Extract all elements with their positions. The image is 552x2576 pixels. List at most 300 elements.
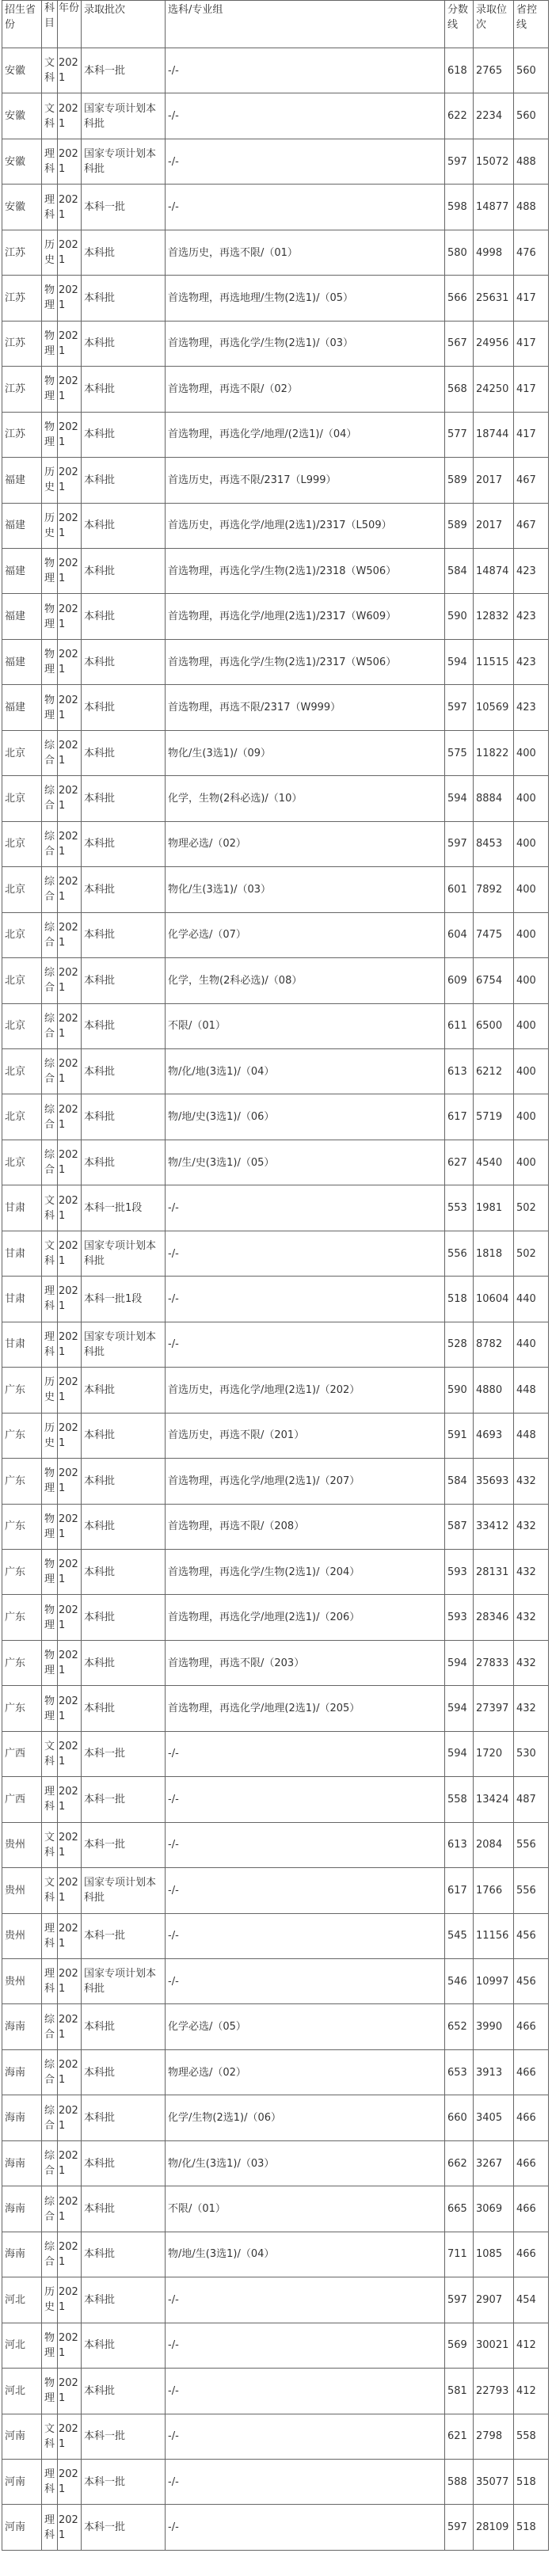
cell-control-line: 448 (514, 1413, 549, 1458)
cell-province: 福建 (2, 503, 42, 548)
cell-score: 594 (445, 639, 474, 684)
cell-control-line: 466 (514, 2095, 549, 2140)
cell-control-line: 432 (514, 1504, 549, 1549)
cell-year: 2021 (58, 1413, 82, 1458)
cell-subject: 化学/生物(2选1)/（06） (166, 2095, 445, 2140)
cell-control-line: 440 (514, 1322, 549, 1367)
table-row (2, 730, 549, 775)
cell-batch: 本科批 (82, 2095, 166, 2140)
cell-subject: -/- (166, 1959, 445, 2004)
cell-province: 北京 (2, 912, 42, 957)
cell-subject: 物化/生(3选1)/（09） (166, 730, 445, 775)
cell-rank: 24956 (474, 321, 514, 366)
cell-type: 物理 (42, 321, 58, 366)
cell-batch: 本科批 (82, 230, 166, 275)
cell-subject: 首选历史，再选不限/2317（L999） (166, 458, 445, 503)
cell-year: 2021 (58, 685, 82, 730)
cell-province: 安徽 (2, 93, 42, 139)
cell-rank: 3990 (474, 2004, 514, 2049)
cell-control-line: 466 (514, 2232, 549, 2277)
cell-batch: 本科批 (82, 1140, 166, 1185)
cell-control-line: 432 (514, 1686, 549, 1731)
cell-batch: 国家专项计划本科批 (82, 1231, 166, 1276)
table-row (2, 1777, 549, 1822)
cell-province: 甘肃 (2, 1322, 42, 1367)
cell-province: 福建 (2, 458, 42, 503)
cell-rank: 14874 (474, 548, 514, 593)
cell-subject: -/- (166, 1185, 445, 1231)
cell-province: 北京 (2, 776, 42, 821)
cell-province: 广东 (2, 1640, 42, 1685)
cell-score: 597 (445, 2505, 474, 2550)
cell-subject: 首选物理，再选化学/地理(2选1)/（205） (166, 1686, 445, 1731)
cell-subject: -/- (166, 1731, 445, 1776)
cell-control-line: 488 (514, 139, 549, 184)
cell-subject: -/- (166, 2323, 445, 2368)
cell-year: 2021 (58, 639, 82, 684)
cell-control-line: 467 (514, 503, 549, 548)
table-row (2, 639, 549, 684)
cell-batch: 本科批 (82, 458, 166, 503)
table-row (2, 2414, 549, 2459)
cell-year: 2021 (58, 1504, 82, 1549)
cell-control-line: 560 (514, 93, 549, 139)
cell-control-line: 556 (514, 1868, 549, 1913)
cell-score: 589 (445, 458, 474, 503)
cell-score: 575 (445, 730, 474, 775)
cell-rank: 8884 (474, 776, 514, 821)
table-row (2, 48, 549, 93)
cell-province: 广东 (2, 1686, 42, 1731)
cell-year: 2021 (58, 1640, 82, 1685)
cell-province: 广东 (2, 1549, 42, 1594)
cell-province: 海南 (2, 2186, 42, 2232)
cell-control-line: 423 (514, 639, 549, 684)
cell-batch: 本科批 (82, 276, 166, 321)
table-row (2, 276, 549, 321)
cell-score: 617 (445, 1094, 474, 1140)
table-row (2, 230, 549, 275)
cell-score: 528 (445, 1322, 474, 1367)
cell-year: 2021 (58, 2277, 82, 2323)
table-row (2, 458, 549, 503)
cell-batch: 本科批 (82, 2049, 166, 2095)
cell-rank: 13424 (474, 1777, 514, 1822)
cell-rank: 11822 (474, 730, 514, 775)
cell-year: 2021 (58, 1959, 82, 2004)
table-row (2, 1003, 549, 1048)
cell-batch: 本科批 (82, 503, 166, 548)
cell-type: 理科 (42, 1959, 58, 2004)
cell-score: 587 (445, 1504, 474, 1549)
cell-province: 福建 (2, 639, 42, 684)
cell-control-line: 467 (514, 458, 549, 503)
cell-type: 综合 (42, 2095, 58, 2140)
cell-rank: 35693 (474, 1459, 514, 1504)
cell-province: 江苏 (2, 276, 42, 321)
table-row (2, 139, 549, 184)
cell-score: 546 (445, 1959, 474, 2004)
cell-score: 545 (445, 1913, 474, 1958)
cell-control-line: 417 (514, 321, 549, 366)
cell-control-line: 400 (514, 776, 549, 821)
cell-province: 北京 (2, 1048, 42, 1094)
cell-subject: -/- (166, 139, 445, 184)
cell-batch: 国家专项计划本科批 (82, 1959, 166, 2004)
cell-province: 江苏 (2, 412, 42, 457)
cell-rank: 2017 (474, 458, 514, 503)
cell-type: 文科 (42, 93, 58, 139)
cell-type: 文科 (42, 1185, 58, 1231)
table-row (2, 2505, 549, 2550)
cell-year: 2021 (58, 867, 82, 912)
cell-score: 566 (445, 276, 474, 321)
cell-batch: 本科批 (82, 367, 166, 412)
cell-type: 物理 (42, 594, 58, 639)
cell-province: 北京 (2, 821, 42, 866)
cell-control-line: 518 (514, 2460, 549, 2505)
cell-province: 河南 (2, 2460, 42, 2505)
cell-year: 2021 (58, 2232, 82, 2277)
cell-control-line: 456 (514, 1959, 549, 2004)
cell-rank: 4693 (474, 1413, 514, 1458)
cell-score: 584 (445, 1459, 474, 1504)
table-row (2, 1731, 549, 1776)
cell-province: 福建 (2, 594, 42, 639)
table-header-row (2, 1, 549, 48)
cell-score: 594 (445, 1731, 474, 1776)
cell-year: 2021 (58, 230, 82, 275)
cell-batch: 本科批 (82, 2323, 166, 2368)
cell-batch: 本科批 (82, 2140, 166, 2186)
table-row (2, 2369, 549, 2414)
table-row (2, 1413, 549, 1458)
cell-batch: 本科批 (82, 2186, 166, 2232)
cell-type: 物理 (42, 639, 58, 684)
cell-province: 广西 (2, 1731, 42, 1776)
table-row (2, 2095, 549, 2140)
cell-province: 海南 (2, 2140, 42, 2186)
cell-control-line: 417 (514, 276, 549, 321)
cell-subject: 物/化/生(3选1)/（03） (166, 2140, 445, 2186)
cell-batch: 本科批 (82, 1459, 166, 1504)
cell-type: 综合 (42, 1094, 58, 1140)
cell-batch: 本科批 (82, 639, 166, 684)
cell-batch: 本科批 (82, 730, 166, 775)
cell-batch: 国家专项计划本科批 (82, 1322, 166, 1367)
cell-province: 北京 (2, 867, 42, 912)
cell-subject: 首选物理，再选不限/（203） (166, 1640, 445, 1685)
cell-subject: 物化/生(3选1)/（03） (166, 867, 445, 912)
cell-type: 文科 (42, 2414, 58, 2459)
table-row (2, 1640, 549, 1685)
cell-score: 581 (445, 2369, 474, 2414)
table-row (2, 1959, 549, 2004)
cell-type: 综合 (42, 958, 58, 1003)
cell-rank: 28346 (474, 1595, 514, 1640)
cell-batch: 本科批 (82, 2369, 166, 2414)
cell-score: 593 (445, 1549, 474, 1594)
cell-rank: 3913 (474, 2049, 514, 2095)
cell-score: 589 (445, 503, 474, 548)
cell-rank: 4998 (474, 230, 514, 275)
cell-control-line: 466 (514, 2140, 549, 2186)
cell-year: 2021 (58, 1003, 82, 1048)
cell-subject: -/- (166, 2505, 445, 2550)
cell-rank: 4880 (474, 1368, 514, 1413)
cell-control-line: 432 (514, 1595, 549, 1640)
cell-subject: -/- (166, 1322, 445, 1367)
cell-year: 2021 (58, 1231, 82, 1276)
table-row (2, 1868, 549, 1913)
cell-score: 590 (445, 1368, 474, 1413)
cell-rank: 28131 (474, 1549, 514, 1594)
header-batch: 录取批次 (82, 1, 166, 48)
cell-rank: 28109 (474, 2505, 514, 2550)
table-row (2, 1913, 549, 1958)
cell-score: 558 (445, 1777, 474, 1822)
cell-batch: 本科批 (82, 1686, 166, 1731)
table-body (2, 48, 549, 2551)
cell-type: 理科 (42, 2505, 58, 2550)
cell-control-line: 423 (514, 685, 549, 730)
cell-type: 综合 (42, 776, 58, 821)
cell-control-line: 400 (514, 958, 549, 1003)
cell-subject: 不限/（01） (166, 2186, 445, 2232)
cell-year: 2021 (58, 912, 82, 957)
cell-province: 海南 (2, 2095, 42, 2140)
cell-subject: 首选物理，再选地理/生物(2选1)/（05） (166, 276, 445, 321)
cell-batch: 本科一批1段 (82, 1185, 166, 1231)
table-row (2, 1459, 549, 1504)
cell-type: 物理 (42, 1640, 58, 1685)
cell-type: 历史 (42, 230, 58, 275)
cell-province: 河北 (2, 2369, 42, 2414)
cell-year: 2021 (58, 2323, 82, 2368)
cell-subject: -/- (166, 1231, 445, 1276)
cell-score: 594 (445, 776, 474, 821)
cell-subject: 物/生/史(3选1)/（05） (166, 1140, 445, 1185)
cell-year: 2021 (58, 276, 82, 321)
cell-control-line: 400 (514, 730, 549, 775)
cell-rank: 7475 (474, 912, 514, 957)
cell-score: 577 (445, 412, 474, 457)
cell-rank: 6212 (474, 1048, 514, 1094)
cell-type: 文科 (42, 1231, 58, 1276)
table-row (2, 1231, 549, 1276)
cell-batch: 国家专项计划本科批 (82, 93, 166, 139)
cell-control-line: 558 (514, 2414, 549, 2459)
cell-score: 613 (445, 1048, 474, 1094)
cell-type: 物理 (42, 2323, 58, 2368)
cell-control-line: 454 (514, 2277, 549, 2323)
cell-province: 海南 (2, 2004, 42, 2049)
cell-control-line: 530 (514, 1731, 549, 1776)
table-row (2, 2140, 549, 2186)
cell-control-line: 556 (514, 1822, 549, 1867)
cell-rank: 27833 (474, 1640, 514, 1685)
cell-batch: 国家专项计划本科批 (82, 139, 166, 184)
cell-batch: 本科一批 (82, 2505, 166, 2550)
cell-control-line: 412 (514, 2369, 549, 2414)
cell-batch: 本科一批 (82, 1777, 166, 1822)
cell-batch: 本科批 (82, 1368, 166, 1413)
cell-province: 贵州 (2, 1913, 42, 1958)
cell-batch: 本科一批 (82, 48, 166, 93)
cell-type: 历史 (42, 458, 58, 503)
cell-score: 660 (445, 2095, 474, 2140)
table-row (2, 867, 549, 912)
cell-year: 2021 (58, 367, 82, 412)
cell-batch: 本科一批 (82, 2414, 166, 2459)
cell-score: 665 (445, 2186, 474, 2232)
cell-control-line: 400 (514, 1140, 549, 1185)
cell-rank: 2798 (474, 2414, 514, 2459)
cell-type: 文科 (42, 1731, 58, 1776)
cell-subject: 首选物理，再选化学/生物(2选1)/（204） (166, 1549, 445, 1594)
cell-batch: 本科一批1段 (82, 1277, 166, 1322)
cell-province: 福建 (2, 548, 42, 593)
cell-province: 广西 (2, 1777, 42, 1822)
cell-type: 物理 (42, 1459, 58, 1504)
cell-rank: 35077 (474, 2460, 514, 2505)
cell-province: 广东 (2, 1368, 42, 1413)
cell-subject: 首选历史，再选化学/地理(2选1)/2317（L509） (166, 503, 445, 548)
cell-control-line: 400 (514, 821, 549, 866)
cell-province: 北京 (2, 1003, 42, 1048)
cell-control-line: 502 (514, 1231, 549, 1276)
cell-subject: -/- (166, 1913, 445, 1958)
cell-batch: 本科批 (82, 1595, 166, 1640)
cell-type: 综合 (42, 2004, 58, 2049)
cell-rank: 33412 (474, 1504, 514, 1549)
cell-province: 北京 (2, 1094, 42, 1140)
cell-province: 海南 (2, 2049, 42, 2095)
cell-control-line: 466 (514, 2186, 549, 2232)
cell-rank: 11515 (474, 639, 514, 684)
cell-score: 617 (445, 1868, 474, 1913)
cell-score: 594 (445, 1686, 474, 1731)
cell-control-line: 423 (514, 594, 549, 639)
cell-year: 2021 (58, 730, 82, 775)
cell-type: 综合 (42, 2186, 58, 2232)
cell-subject: -/- (166, 2277, 445, 2323)
cell-type: 物理 (42, 1549, 58, 1594)
cell-control-line: 502 (514, 1185, 549, 1231)
cell-subject: 首选物理，再选化学/地理(2选1)/（207） (166, 1459, 445, 1504)
cell-score: 597 (445, 685, 474, 730)
table-row (2, 503, 549, 548)
cell-score: 622 (445, 93, 474, 139)
cell-province: 河北 (2, 2323, 42, 2368)
cell-year: 2021 (58, 2186, 82, 2232)
cell-type: 文科 (42, 48, 58, 93)
cell-subject: -/- (166, 48, 445, 93)
cell-province: 江苏 (2, 321, 42, 366)
cell-batch: 本科批 (82, 548, 166, 593)
cell-year: 2021 (58, 2414, 82, 2459)
table-row (2, 912, 549, 957)
cell-rank: 1085 (474, 2232, 514, 2277)
table-row (2, 1504, 549, 1549)
cell-batch: 本科批 (82, 1504, 166, 1549)
cell-year: 2021 (58, 1913, 82, 1958)
cell-province: 北京 (2, 958, 42, 1003)
cell-year: 2021 (58, 1094, 82, 1140)
cell-score: 590 (445, 594, 474, 639)
table-row (2, 2004, 549, 2049)
cell-score: 556 (445, 1231, 474, 1276)
cell-province: 河南 (2, 2414, 42, 2459)
table-row (2, 776, 549, 821)
cell-type: 物理 (42, 1595, 58, 1640)
cell-year: 2021 (58, 2140, 82, 2186)
cell-control-line: 400 (514, 912, 549, 957)
cell-rank: 10604 (474, 1277, 514, 1322)
cell-subject: -/- (166, 1822, 445, 1867)
table-row (2, 1368, 549, 1413)
cell-type: 综合 (42, 1048, 58, 1094)
cell-score: 569 (445, 2323, 474, 2368)
cell-year: 2021 (58, 1459, 82, 1504)
cell-batch: 本科批 (82, 958, 166, 1003)
cell-rank: 8782 (474, 1322, 514, 1367)
cell-type: 综合 (42, 912, 58, 957)
cell-province: 福建 (2, 685, 42, 730)
cell-province: 安徽 (2, 185, 42, 230)
cell-year: 2021 (58, 2095, 82, 2140)
cell-year: 2021 (58, 503, 82, 548)
table-row (2, 1048, 549, 1094)
cell-batch: 本科一批 (82, 185, 166, 230)
cell-province: 北京 (2, 1140, 42, 1185)
cell-type: 理科 (42, 1322, 58, 1367)
cell-control-line: 440 (514, 1277, 549, 1322)
cell-type: 理科 (42, 2460, 58, 2505)
cell-subject: -/- (166, 1777, 445, 1822)
cell-type: 物理 (42, 685, 58, 730)
cell-rank: 15072 (474, 139, 514, 184)
table-row (2, 2277, 549, 2323)
cell-year: 2021 (58, 1185, 82, 1231)
cell-rank: 2084 (474, 1822, 514, 1867)
cell-province: 海南 (2, 2232, 42, 2277)
cell-province: 河北 (2, 2277, 42, 2323)
cell-year: 2021 (58, 1140, 82, 1185)
cell-subject: 首选物理，再选化学/地理(2选1)/2317（W609） (166, 594, 445, 639)
cell-type: 物理 (42, 1504, 58, 1549)
table-row (2, 1595, 549, 1640)
table-row (2, 2323, 549, 2368)
cell-year: 2021 (58, 594, 82, 639)
cell-year: 2021 (58, 185, 82, 230)
cell-year: 2021 (58, 548, 82, 593)
cell-rank: 2234 (474, 93, 514, 139)
cell-score: 594 (445, 1640, 474, 1685)
cell-batch: 本科一批 (82, 1822, 166, 1867)
cell-control-line: 400 (514, 1094, 549, 1140)
cell-subject: -/- (166, 2460, 445, 2505)
cell-type: 物理 (42, 412, 58, 457)
cell-batch: 本科批 (82, 1640, 166, 1685)
cell-score: 604 (445, 912, 474, 957)
cell-subject: 首选历史，再选不限/（201） (166, 1413, 445, 1458)
cell-type: 综合 (42, 821, 58, 866)
cell-subject: 物理必选/（02） (166, 2049, 445, 2095)
cell-subject: 首选历史，再选化学/地理(2选1)/（202） (166, 1368, 445, 1413)
cell-province: 安徽 (2, 48, 42, 93)
cell-type: 综合 (42, 2232, 58, 2277)
